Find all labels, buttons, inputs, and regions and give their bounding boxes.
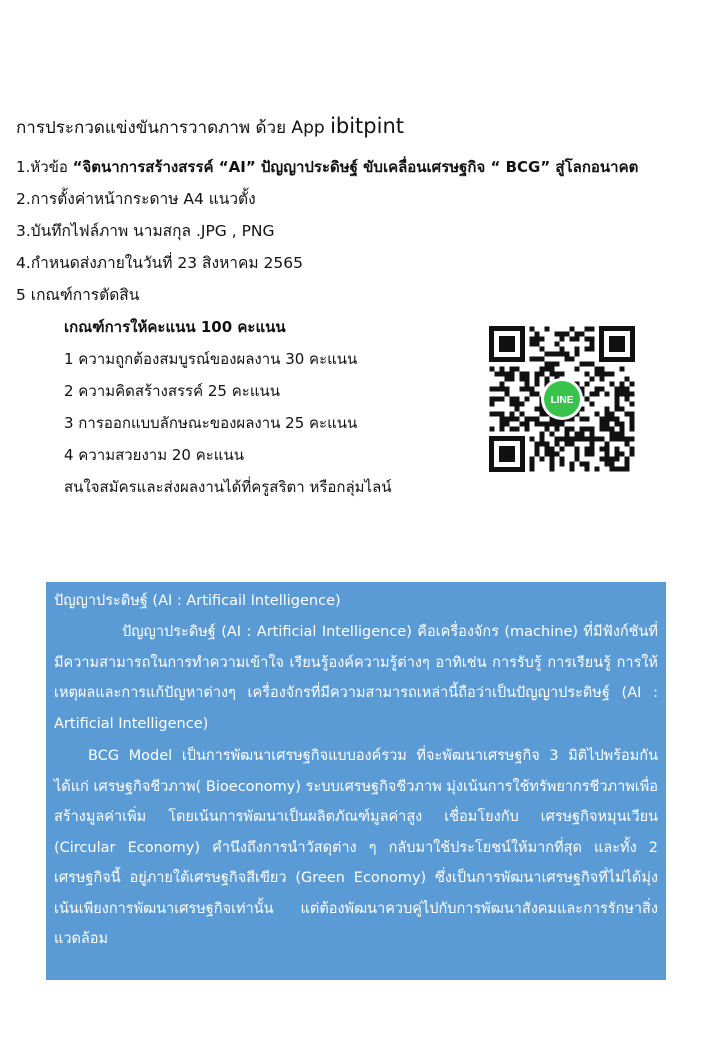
rule-topic-title: “จิตนาการสร้างสรรค์ “AI” ปัญญาประดิษฐ์ ขับเคลื่อนเศรษฐกิจ “ BCG” สู่โลกอนาคต: [72, 158, 639, 176]
rule-topic: [16, 156, 638, 178]
app-name: ibitpint: [330, 114, 405, 138]
line-qr-code-icon: [487, 324, 637, 474]
rule-file-format: 3.บันทึกไฟล์ภาพ นามสกุล .JPG , PNG: [16, 222, 275, 240]
rule-topic-prefix: 1.หัวข้อ: [16, 158, 73, 176]
criteria-item: 1 ความถูกต้องสมบูรณ์ของผลงาน 30 คะแนน: [64, 350, 358, 368]
rule-page-setup: 2.การตั้งค่าหน้ากระดาษ A4 แนวตั้ง: [16, 190, 256, 208]
criteria-title: เกณฑ์การให้คะแนน 100 คะแนน: [64, 318, 286, 336]
rule-deadline: 4.กำหนดส่งภายในวันที่ 23 สิงหาคม 2565: [16, 254, 303, 272]
criteria-item: 2 ความคิดสร้างสรรค์ 25 คะแนน: [64, 382, 281, 400]
line-badge-text: LINE: [550, 395, 574, 406]
rule-judging: 5 เกณฑ์การตัดสิน: [16, 286, 140, 304]
ai-paragraph: ปัญญาประดิษฐ์ (AI : Artificial Intelligence) คือเครื่องจักร (machine) ที่มีฟังก์ชันที่มีความสามารถในการทำความเข้าใจ เรียนรู้องค์ความรู้ต่างๆ อาทิเช่น การรับรู้ การเรียนรู้ การให้เหตุผลและการแก้ปัญหาต่างๆ เครื่องจักรที่มีความสามารถเหล่านี้ถือว่าเป็นปัญญาประดิษฐ์ (AI : Artificial Intelligence): [54, 624, 658, 732]
info-box: [46, 582, 666, 980]
heading-text: การประกวดแข่งขันการวาดภาพ ด้วย App: [16, 118, 331, 138]
bcg-paragraph: BCG Model เป็นการพัฒนาเศรษฐกิจแบบองค์รวม ที่จะพัฒนาเศรษฐกิจ 3 มิติไปพร้อมกัน ได้แก่ เศรษฐกิจชีวภาพ( Bioeconomy) ระบบเศรษฐกิจชีวภาพ มุ่งเน้นการใช้ทรัพยากรชีวภาพเพื่อสร้างมูลค่าเพิ่ม โดยเน้นการพัฒนาเป็นผลิตภัณฑ์มูลค่าสูง เชื่อมโยงกับ เศรษฐกิจหมุนเวียน (Circular Economy) คำนึงถึงการนำวัสดุต่าง ๆ กลับมาใช้ประโยชน์ให้มากที่สุด และทั้ง 2 เศรษฐกิจนี้ อยู่ภายใต้เศรษฐกิจสีเขียว (Green Economy) ซึ่งเป็นการพัฒนาเศรษฐกิจที่ไม่ได้มุ่งเน้นเพียงการพัฒนาเศรษฐกิจเท่านั้น แต่ต้องพัฒนาควบคู่ไปกับการพัฒนาสังคมและการรักษาสิ่งแวดล้อม: [54, 748, 658, 947]
criteria-item: 3 การออกแบบลักษณะของผลงาน 25 คะแนน: [64, 414, 358, 432]
contact-line: สนใจสมัครและส่งผลงานได้ที่ครูสริตา หรือกลุ่มไลน์: [64, 478, 392, 496]
info-box-title: ปัญญาประดิษฐ์ (AI : Artificail Intelligence): [54, 593, 341, 609]
page-heading: [16, 114, 404, 141]
criteria-item: 4 ความสวยงาม 20 คะแนน: [64, 446, 244, 464]
